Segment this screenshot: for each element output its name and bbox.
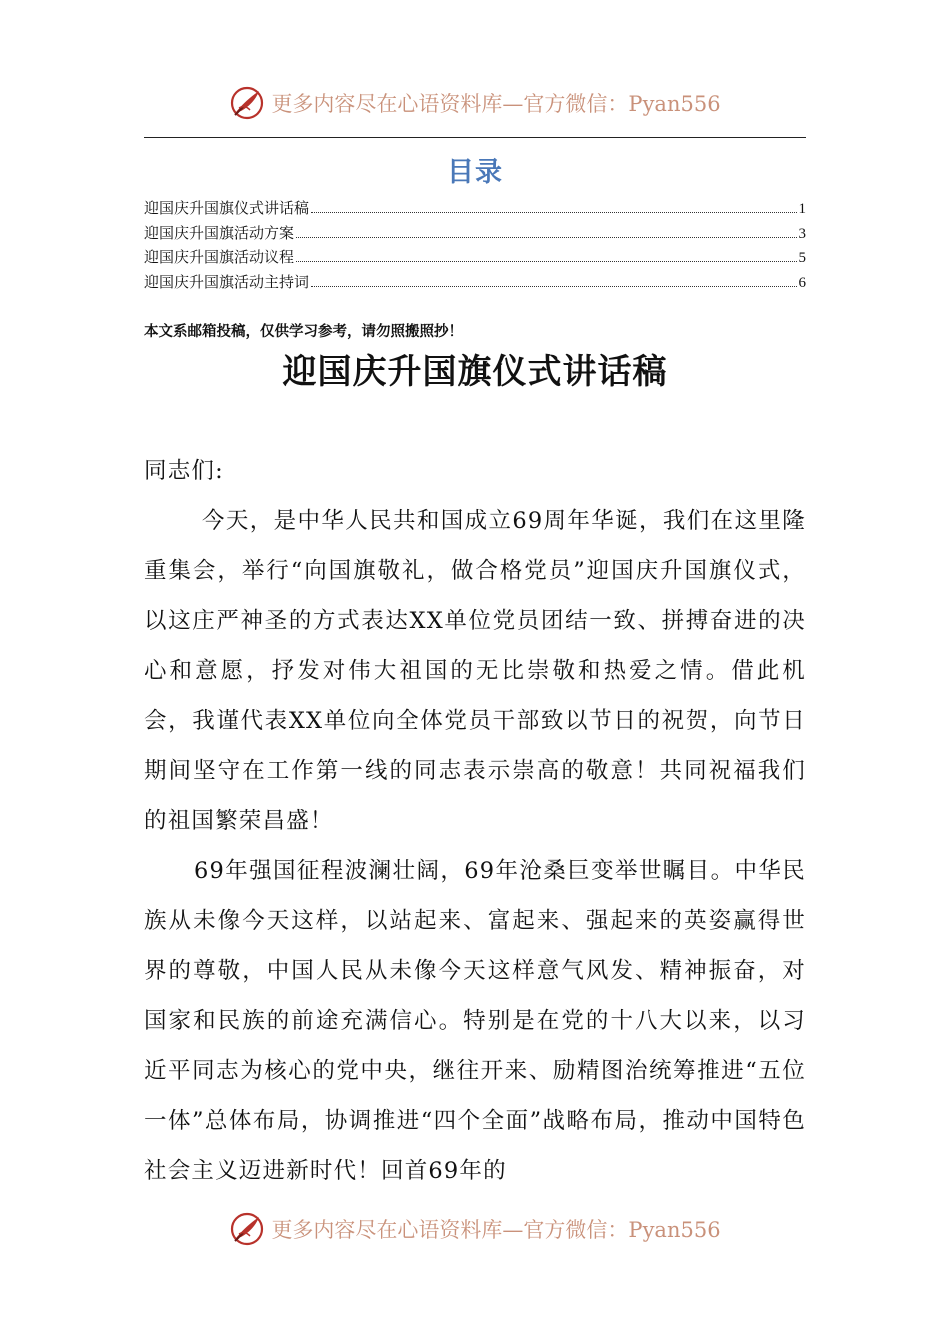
document-body — [144, 446, 806, 1196]
toc-leader-dots — [311, 212, 796, 213]
toc-entry[interactable] — [144, 246, 806, 271]
paragraph: 今天，是中华人民共和国成立69周年华诞，我们在这里隆重集会，举行“向国旗敬礼，做合格党员”迎国庆升国旗仪式，以这庄严神圣的方式表达XX单位党员团结一致、拼搏奋进的决心和意愿，抒发对伟大祖国的无比崇敬和热爱之情。借此机会，我谨代表XX单位向全体党员干部致以节日的祝贺，向节日期间坚守在工作第一线的同志表示崇高的敬意！共同祝福我们的祖国繁荣昌盛！ — [144, 508, 806, 834]
toc-entry[interactable] — [144, 197, 806, 222]
toc-entry-label: 迎国庆升国旗活动议程 — [144, 248, 295, 266]
toc-leader-dots — [311, 286, 796, 287]
toc-entry-label: 迎国庆升国旗仪式讲话稿 — [144, 199, 310, 217]
toc-leader-dots — [296, 261, 796, 262]
quill-logo-icon — [229, 1211, 265, 1247]
watermark-text: 更多内容尽在心语资料库—官方微信：Pyan556 — [271, 92, 721, 116]
toc-entry-page: 5 — [798, 250, 806, 266]
toc-entry-page: 6 — [798, 274, 806, 291]
toc-entry[interactable] — [144, 271, 806, 296]
header-divider — [144, 137, 806, 138]
document-title: 迎国庆升国旗仪式讲话稿 — [282, 352, 668, 392]
toc-entry-page: 3 — [798, 225, 806, 242]
table-of-contents — [144, 197, 806, 295]
toc-entry-label: 迎国庆升国旗活动主持词 — [144, 272, 310, 291]
greeting: 同志们: — [144, 458, 224, 484]
toc-leader-dots — [296, 237, 796, 238]
watermark-banner-top — [0, 80, 950, 126]
watermark-banner-bottom — [0, 1206, 950, 1252]
paragraph: 69年强国征程波澜壮阔，69年沧桑巨变举世瞩目。中华民族从未像今天这样，以站起来、富起来、强起来的英姿赢得世界的尊敬，中国人民从未像今天这样意气风发、精神振奋，对国家和民族的前途充满信心。特别是在党的十八大以来，以习近平同志为核心的党中央，继往开来、励精图治统筹推进“五位一体”总体布局，协调推进“四个全面”战略布局，推动中国特色社会主义迈进新时代！回首69年的 — [144, 858, 806, 1184]
toc-title: 目录 — [447, 157, 503, 188]
toc-entry[interactable] — [144, 222, 806, 247]
toc-entry-label: 迎国庆升国旗活动方案 — [144, 223, 295, 242]
toc-entry-page: 1 — [798, 201, 806, 217]
quill-logo-icon — [229, 85, 265, 121]
copyright-notice: 本文系邮箱投稿，仅供学习参考，请勿照搬照抄！ — [144, 323, 463, 340]
watermark-text: 更多内容尽在心语资料库—官方微信：Pyan556 — [271, 1218, 721, 1242]
